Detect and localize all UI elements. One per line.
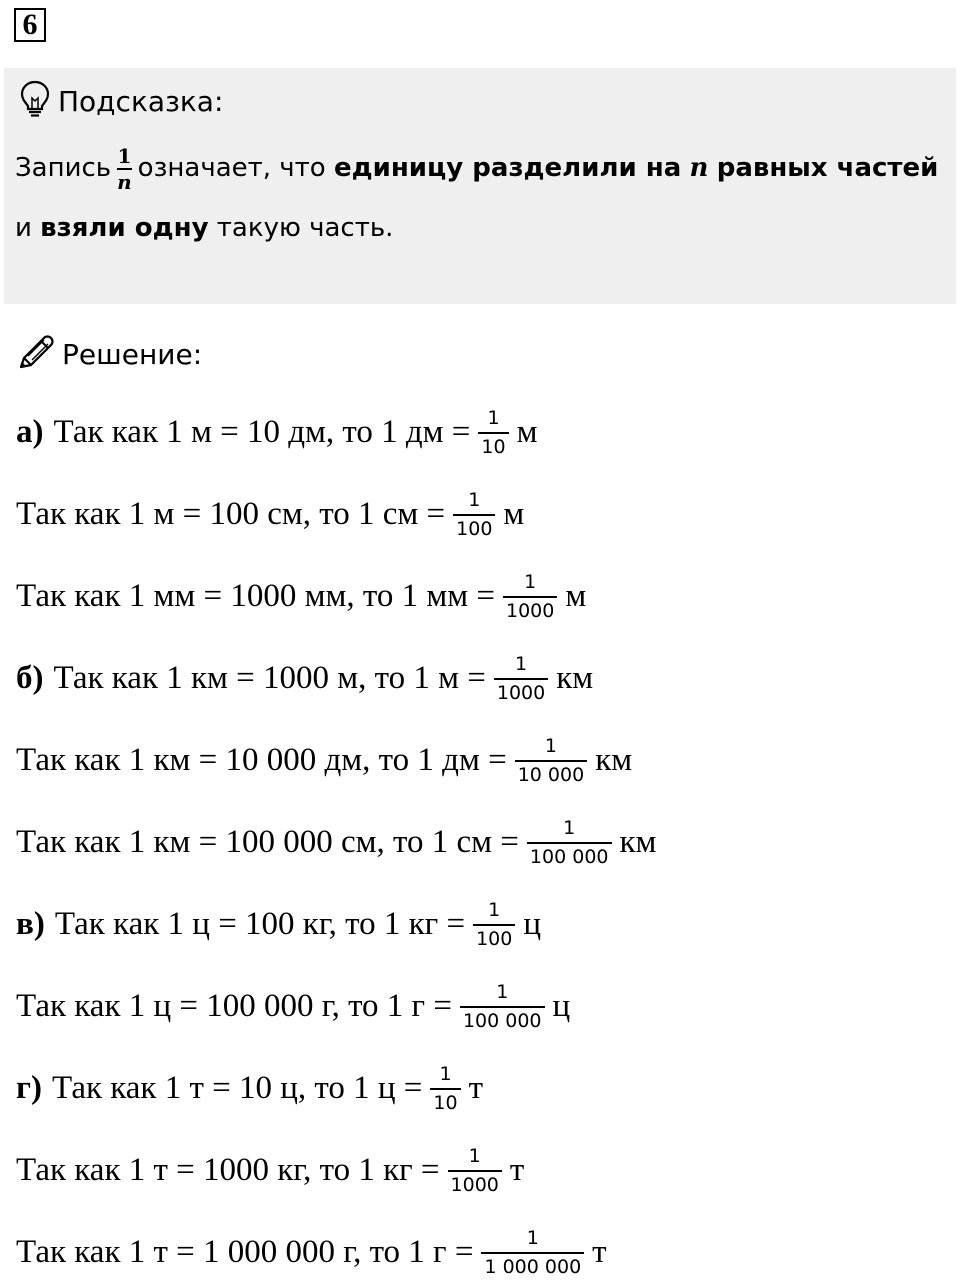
fraction-bar xyxy=(478,432,508,434)
fraction xyxy=(494,653,548,704)
fraction-denominator: 100 xyxy=(456,517,493,540)
fraction-numerator: 1 xyxy=(524,570,537,593)
hint-text-part3: и xyxy=(15,213,32,243)
fraction-numerator: 1 xyxy=(526,1226,539,1249)
fraction-denominator: 1 000 000 xyxy=(484,1255,582,1278)
hint-text xyxy=(15,138,945,258)
line-text: Так как 1 ц = 100 000 г, то 1 г = xyxy=(16,987,452,1024)
line-text: Так как 1 т = 10 ц, то 1 ц = xyxy=(51,1069,423,1106)
fraction-numerator: 1 xyxy=(544,734,557,757)
part-label: а) xyxy=(16,413,44,450)
fraction-denominator: 1000 xyxy=(505,599,555,622)
fraction-bar xyxy=(494,678,548,680)
hint-bold-3: взяли одну xyxy=(40,213,209,243)
hint-bold-2: равных частей xyxy=(716,153,939,183)
part-label: в) xyxy=(16,905,45,942)
line-text: Так как 1 км = 10 000 дм, то 1 дм = xyxy=(16,741,507,778)
unit: м xyxy=(565,577,587,614)
fraction-denominator: 10 xyxy=(481,435,506,458)
fraction-bar xyxy=(527,842,612,844)
fraction-denominator: 100 000 xyxy=(462,1009,542,1032)
fraction-numerator: 1 xyxy=(468,1144,481,1167)
unit: м xyxy=(516,413,538,450)
hint-text-part1: Запись xyxy=(15,153,112,183)
solution-line xyxy=(16,1058,483,1118)
hint-variable-n: n xyxy=(689,153,709,183)
solution-line xyxy=(16,566,586,626)
fraction-numerator: 1 xyxy=(439,1062,452,1085)
hint-fraction-denominator: n xyxy=(117,169,132,194)
solution-line xyxy=(16,648,593,708)
fraction-denominator: 1000 xyxy=(496,681,546,704)
line-text: Так как 1 км = 1000 м, то 1 м = xyxy=(53,659,486,696)
unit: ц xyxy=(552,987,571,1024)
fraction-denominator: 1000 xyxy=(450,1173,499,1196)
fraction xyxy=(481,1227,584,1278)
fraction xyxy=(473,899,515,950)
unit: км xyxy=(556,659,594,696)
fraction-numerator: 1 xyxy=(488,898,501,921)
fraction xyxy=(478,407,508,458)
fraction-denominator: 10 xyxy=(433,1091,458,1114)
fraction-denominator: 100 000 xyxy=(529,845,609,868)
line-text: Так как 1 м = 10 дм, то 1 дм = xyxy=(53,413,471,450)
solution-line xyxy=(16,402,538,462)
fraction-bar xyxy=(430,1088,460,1090)
solution-line xyxy=(16,976,570,1036)
pencil-icon xyxy=(16,332,56,377)
line-text: Так как 1 м = 100 см, то 1 см = xyxy=(16,495,446,532)
solution-line xyxy=(16,812,656,872)
fraction-bar xyxy=(515,760,587,762)
fraction xyxy=(430,1063,460,1114)
task-number: 6 xyxy=(14,8,46,42)
hint-text-part2: означает, что xyxy=(137,153,326,183)
hint-panel xyxy=(4,68,956,304)
fraction-bar xyxy=(460,1006,545,1008)
fraction-numerator: 1 xyxy=(515,652,528,675)
fraction-numerator: 1 xyxy=(487,406,500,429)
fraction xyxy=(453,489,495,540)
solution-line xyxy=(16,1140,524,1200)
line-text: Так как 1 км = 100 000 см, то 1 см = xyxy=(16,823,519,860)
hint-header xyxy=(20,80,223,123)
unit: т xyxy=(468,1069,484,1106)
fraction xyxy=(527,817,612,868)
hint-fraction-numerator: 1 xyxy=(117,143,132,168)
line-text: Так как 1 мм = 1000 мм, то 1 мм = xyxy=(16,577,495,614)
unit: ц xyxy=(523,905,542,942)
solution-header xyxy=(16,332,202,377)
fraction-bar xyxy=(448,1170,502,1172)
fraction-bar xyxy=(481,1252,584,1254)
hint-fraction xyxy=(117,143,132,194)
fraction-numerator: 1 xyxy=(563,816,576,839)
fraction xyxy=(460,981,545,1032)
fraction-denominator: 10 000 xyxy=(517,763,585,786)
unit: т xyxy=(509,1151,525,1188)
fraction xyxy=(515,735,587,786)
fraction-numerator: 1 xyxy=(496,980,509,1003)
unit: км xyxy=(619,823,657,860)
line-text: Так как 1 т = 1 000 000 г, то 1 г = xyxy=(16,1233,474,1270)
fraction xyxy=(448,1145,502,1196)
solution-line xyxy=(16,730,632,790)
solution-line xyxy=(16,484,524,544)
fraction-denominator: 100 xyxy=(476,927,513,950)
hint-title: Подсказка: xyxy=(58,85,224,118)
unit: т xyxy=(592,1233,607,1270)
unit: м xyxy=(503,495,525,532)
fraction-bar xyxy=(453,514,495,516)
fraction-numerator: 1 xyxy=(468,488,481,511)
solution-line xyxy=(16,894,541,954)
line-text: Так как 1 т = 1000 кг, то 1 кг = xyxy=(16,1151,440,1188)
line-text: Так как 1 ц = 100 кг, то 1 кг = xyxy=(54,905,466,942)
lightbulb-icon xyxy=(20,80,50,123)
solution-title: Решение: xyxy=(62,338,203,371)
solution-line xyxy=(16,1222,607,1282)
part-label: б) xyxy=(16,659,44,696)
fraction xyxy=(503,571,557,622)
fraction-bar xyxy=(473,924,515,926)
fraction-bar xyxy=(503,596,557,598)
hint-text-part4: такую часть. xyxy=(216,213,394,243)
hint-bold-1: единицу разделили на xyxy=(333,153,682,183)
part-label: г) xyxy=(16,1069,42,1106)
unit: км xyxy=(595,741,633,778)
